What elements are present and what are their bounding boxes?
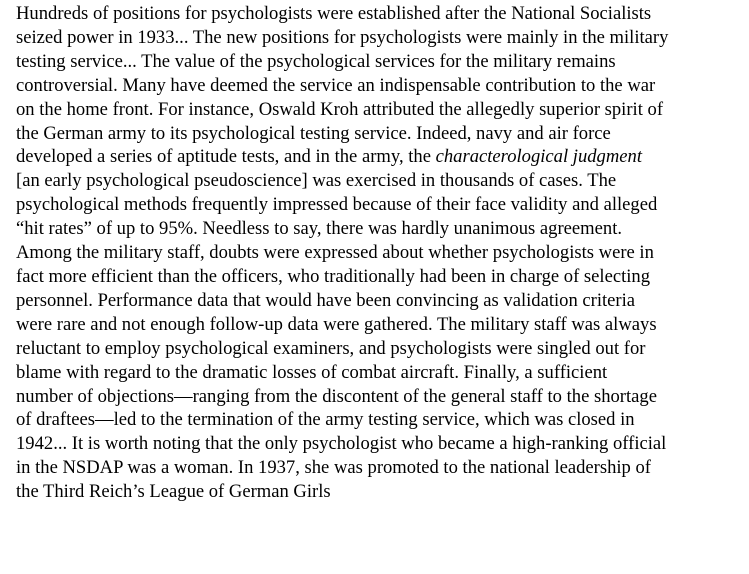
passage-line-7 — [16, 145, 746, 169]
passage-line-12: fact more efficient than the officers, who traditionally had been in charge of selecting — [16, 265, 651, 287]
passage-line-6: the German army to its psychological testing service. Indeed, navy and air force — [16, 122, 611, 144]
passage-line-14: were rare and not enough follow-up data were gathered. The military staff was always — [16, 313, 657, 335]
document-passage — [16, 2, 746, 504]
passage-line-19: 1942... It is worth noting that the only psychologist who became a high-ranking official — [16, 433, 667, 455]
passage-line-10: “hit rates” of up to 95%. Needless to say, there was hardly unanimous agreement. — [16, 218, 623, 240]
passage-line-8: [an early psychological pseudoscience] was exercised in thousands of cases. The — [16, 170, 617, 192]
passage-line-18: of draftees—led to the termination of the army testing service, which was closed in — [16, 409, 635, 431]
passage-line-2: seized power in 1933... The new positions for psychologists were mainly in the military — [16, 26, 669, 48]
passage-line-5: on the home front. For instance, Oswald Kroh attributed the allegedly superior spirit of — [16, 98, 664, 120]
passage-line-20: in the NSDAP was a woman. In 1937, she was promoted to the national leadership of — [16, 457, 651, 479]
passage-line-9: psychological methods frequently impressed because of their face validity and alleged — [16, 194, 658, 216]
passage-line-16: blame with regard to the dramatic losses of combat aircraft. Finally, a sufficient — [16, 361, 608, 383]
passage-line-1: Hundreds of positions for psychologists were established after the National Socialists — [16, 3, 652, 24]
italic-term: characterological judgment — [435, 146, 642, 168]
passage-line-15: reluctant to employ psychological examiners, and psychologists were singled out for — [16, 337, 646, 359]
passage-line-21: the Third Reich’s League of German Girls — [16, 481, 331, 503]
passage-line-17: number of objections—ranging from the discontent of the general staff to the shortage — [16, 385, 657, 407]
passage-line-11: Among the military staff, doubts were expressed about whether psychologists were in — [16, 242, 654, 264]
passage-line-4: controversial. Many have deemed the service an indispensable contribution to the war — [16, 74, 656, 96]
passage-line-3: testing service... The value of the psychological services for the military remains — [16, 50, 616, 72]
passage-line-7-text: developed a series of aptitude tests, and in the army, the — [16, 146, 436, 168]
passage-line-13: personnel. Performance data that would have been convincing as validation criteria — [16, 289, 636, 311]
